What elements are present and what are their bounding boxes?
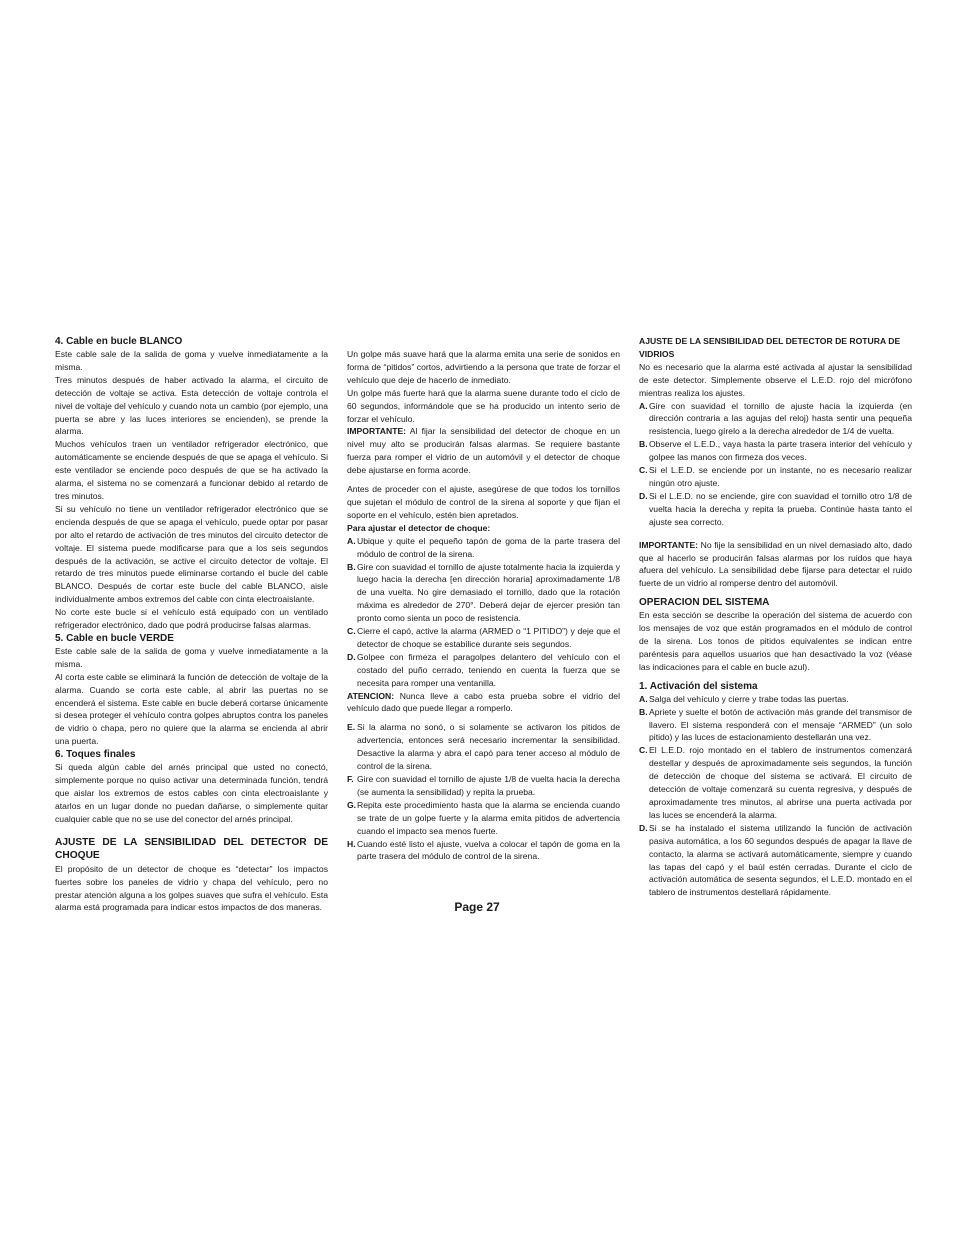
important-text: No fije la sensibilidad en un nivel demasiado alto, dado que al hacerlo se producirán falsas alarmas por los ruidos que haya afuera del vehículo. La sensibilidad debe fijarse para detectar el ruido fuerte de un vidrio al romperse dentro del automóvil.	[639, 539, 912, 589]
list-letter: D.	[347, 651, 356, 662]
paragraph: Un golpe más suave hará que la alarma emita una serie de sonidos en forma de “pitidos” cortos, advirtiendo a la persona que trate de forzar el vehículo que deje de hacerlo de inmediato.	[347, 349, 620, 385]
section-heading-shock-sensor: AJUSTE DE LA SENSIBILIDAD DEL DETECTOR DE CHOQUE	[55, 836, 328, 862]
section-heading-system-operation: OPERACION DEL SISTEMA	[639, 597, 770, 609]
list-letter: D.	[639, 822, 648, 833]
list-letter: C.	[639, 465, 648, 476]
attention-note	[347, 690, 620, 716]
section-heading-white-loop: 4. Cable en bucle BLANCO	[55, 336, 183, 347]
important-text: Al fijar la sensibilidad del detector de choque en un nivel muy alto se producirán falsas alarmas. Se requiere bastante fuerza para romper el vidrio de un automóvil y el detector de choque debe ajustarse en forma acorde.	[347, 426, 620, 476]
list-letter: B.	[639, 706, 648, 717]
list-item: C. Cierre el capó, active la alarma (ARMED o “1 PITIDO”) y deje que el detector de choque se estabilice durante seis segundos.	[347, 626, 620, 649]
important-note	[347, 425, 620, 477]
paragraph: En esta sección se describe la operación del sistema de acuerdo con los mensajes de voz que están programados en el módulo de control de la sirena. Los tonos de pitidos equivalentes se indican entre paréntesis para aquellos usuarios que han desactivado la voz (véase las indicaciones para el cable en bucle azul).	[639, 610, 912, 672]
list-letter: G.	[347, 799, 357, 810]
section-heading-green-loop: 5. Cable en bucle VERDE	[55, 632, 174, 644]
list-letter: E.	[347, 722, 356, 733]
list-item: C. Si el L.E.D. se enciende por un instante, no es necesario realizar ningún otro ajuste.	[639, 465, 912, 488]
list-letter: B.	[347, 561, 356, 572]
paragraph: Al corta este cable se eliminará la función de detección de voltaje de la alarma. Cuando se corta este cable, al abrir las puertas no se encenderá el sistema. Este cable en bucle deberá cortarse únicamente si desea proteger el vehículo contra golpes abruptos contra los paneles de vidrio o chapa, pero no quiere que la alarma se encienda al abrir una puerta.	[55, 671, 328, 747]
list-item: F. Gire con suavidad el tornillo de ajuste 1/8 de vuelta hacia la derecha (se aumenta la sensibilidad) y repita la prueba.	[347, 774, 620, 797]
paragraph: No es necesario que la alarma esté activada al ajustar la sensibilidad de este detector. Simplemente observe el L.E.D. rojo del micrófono mientras realiza los ajustes.	[639, 361, 912, 398]
paragraph: Este cable sale de la salida de goma y vuelve inmediatamente a la misma.	[55, 349, 328, 372]
list-item: A. Gire con suavidad el tornillo de ajuste hacia la izquierda (en dirección contraria a las agujas del reloj) hasta sentir una pequeña resistencia, luego gírelo a la derecha alrededor de 1/4 de vuelta.	[639, 400, 912, 437]
important-label: IMPORTANTE:	[347, 426, 407, 437]
important-note	[639, 539, 912, 591]
list-item: B. Observe el L.E.D., vaya hasta la parte trasera interior del vehículo y golpee las manos con firmeza dos veces.	[639, 439, 912, 463]
steps-heading: Para ajustar el detector de choque:	[347, 522, 491, 533]
list-letter: F.	[347, 774, 354, 784]
list-letter: C.	[639, 745, 648, 756]
important-label: IMPORTANTE:	[639, 539, 699, 550]
list-item: G. Repita este procedimiento hasta que la alarma se encienda cuando se trate de un golpe fuerte y la alarma emita pitidos de advertencia cuando el impacto sea menos fuerte.	[347, 799, 620, 836]
list-item: A. Salga del vehículo y cierre y trabe todas las puertas.	[639, 693, 849, 704]
section-heading-glass-sensor: AJUSTE DE LA SENSIBILIDAD DEL DETECTOR DE ROTURA DE VIDRIOS	[639, 336, 901, 359]
paragraph: Tres minutos después de haber activado la alarma, el circuito de detección de voltaje se activa. Esta detección de voltaje controla el nivel de voltaje del vehículo y cuando nota un cambio (por ejemplo, una puerta se abre y las luces interiores se encienden), se prende la alarma.	[55, 374, 328, 437]
paragraph: Si su vehículo no tiene un ventilador refrigerador electrónico que se encienda después de que se apaga el vehículo, puede optar por pasar por alto el retardo de activación de tres minutos del circuito detector de voltaje. El sistema puede modificarse para que a los seis segundos después de la activación, se active el circuito detector de voltaje. El retardo de tres minutos puede eliminarse cortando el bucle del cable BLANCO. Después de cortar este bucle del cable BLANCO, aisle individualmente ambos extremos del cable con cinta electroaislante.	[55, 503, 328, 605]
page-number: Page 27	[454, 900, 500, 914]
column-middle	[347, 348, 620, 863]
attention-label: ATENCION:	[347, 690, 395, 701]
paragraph: Antes de proceder con el ajuste, asegúrese de que todos los tornillos que sujetan el módulo de control de la sirena al soporte y que fijan el soporte en el vehículo, estén bien apretados.	[347, 484, 620, 520]
list-letter: A.	[347, 535, 356, 546]
column-left	[55, 335, 328, 914]
list-letter: A.	[639, 400, 648, 411]
list-item: D. Si se ha instalado el sistema utilizando la función de activación pasiva automática, a los 60 segundos después de apagar la llave de contacto, la alarma se activará automáticamente, siempre y cuando las tapas del capó y el baúl estén cerradas. Durante el ciclo de activación automática de sesenta segundos, el L.E.D. montado en el tablero de instrumentos destellará rápidamente.	[639, 822, 912, 898]
paragraph: No corte este bucle si el vehículo está equipado con un ventilado refrigerador electrónico, dado que podrá producirse falsas alarmas.	[55, 607, 328, 631]
list-item: C. El L.E.D. rojo montado en el tablero de instrumentos comenzará destellar y después de aproximadamente seis segundos, la función de detección de choque del sistema se activará. El circuito de detección de voltaje comenzará su cuenta regresiva, y después de aproximadamente tres minutos, al abrirse una puerta activada por las luces se encenderá la alarma.	[639, 745, 912, 820]
list-letter: A.	[639, 693, 648, 704]
list-item: H. Cuando esté listo el ajuste, vuelva a colocar el tapón de goma en la parte trasera del módulo de control de la sirena.	[347, 838, 620, 862]
paragraph: Si queda algún cable del arnés principal que usted no conectó, simplemente porque no quiso activar una determinada función, tendrá que aislar los extremos de estos cables con cinta electroaislante y atarlos en un lugar donde no puedan dañarse, o simplemente quitar cualquier cable que no se use del conector del arnés principal.	[55, 762, 328, 824]
list-letter: C.	[347, 626, 356, 637]
paragraph: El propósito de un detector de choque es “detectar” los impactos fuertes sobre los paneles de vidrio y chapa del vehículo, pero no prestar atención alguna a los golpes suaves que sufra el vehículo. Esta alarma está programada para indicar estos impactos de dos maneras.	[55, 863, 328, 913]
attention-text: Nunca lleve a cabo esta prueba sobre el vidrio del vehículo dado que puede llegar a romperlo.	[347, 690, 620, 714]
column-right	[639, 335, 912, 899]
list-item: B. Apriete y suelte el botón de activación más grande del transmisor de llavero. El sistema responderá con el mensaje “ARMED” (un solo pitido) y las luces de estacionamiento destellarán una vez.	[639, 706, 912, 743]
list-letter: H.	[347, 838, 356, 849]
paragraph: Un golpe más fuerte hará que la alarma suene durante todo el ciclo de 60 segundos, informándole que se ha producido un intento serio de forzar el vehículo.	[347, 387, 620, 424]
section-heading-final-touches: 6. Toques finales	[55, 749, 136, 761]
list-item: B. Gire con suavidad el tornillo de ajuste totalmente hacia la izquierda y luego hacia la derecha [en dirección horaria] aproximadamente 1/8 de una vuelta. No gire demasiado el tornillo, dado que la rotación máxima es alrededor de 270°. Deberá dejar de ejercer presión tan pronto como sienta un poco de resistencia.	[347, 561, 620, 624]
paragraph: Este cable sale de la salida de goma y vuelve inmediatamente a la misma.	[55, 645, 328, 669]
list-item: A. Ubique y quite el pequeño tapón de goma de la parte trasera del módulo de control de la sirena.	[347, 535, 620, 559]
list-letter: D.	[639, 490, 648, 501]
paragraph: Muchos vehículos traen un ventilador refrigerador electrónico, que automáticamente se enciende después de que se apaga el vehículo. Si este ventilador se enciende poco después de que se ha activado la alarma, el sistema no se comenzará a funcionar debido al retardo de tres minutos.	[55, 439, 328, 501]
list-item: D. Si el L.E.D. no se enciende, gire con suavidad el tornillo otro 1/8 de vuelta hacia la derecha y repita la prueba. Continúe hasta tanto el ajuste sea correcto.	[639, 490, 912, 527]
list-item: D. Golpee con firmeza el paragolpes delantero del vehículo con el costado del puño cerrado, teniendo en cuenta la fuerza que se necesita para romper una ventanilla.	[347, 651, 620, 688]
section-heading-system-activation: 1. Activación del sistema	[639, 680, 758, 692]
list-item: E. Si la alarma no sonó, o si solamente se activaron los pitidos de advertencia, entonces será necesario incrementar la sensibilidad. Desactive la alarma y abra el capó para tener acceso al módulo de control de la sirena.	[347, 722, 620, 772]
list-letter: B.	[639, 439, 648, 450]
